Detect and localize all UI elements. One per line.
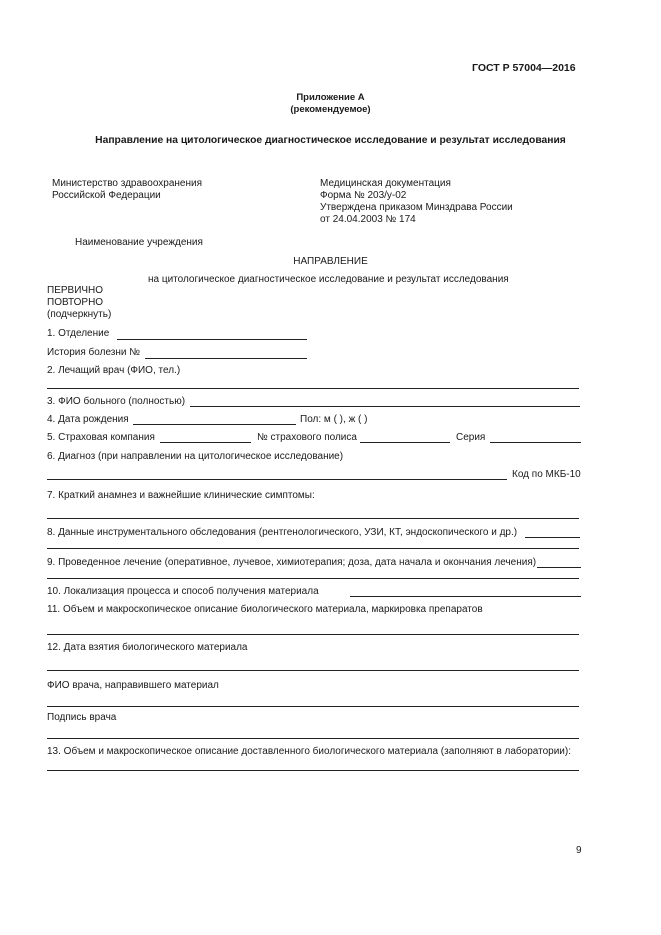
institution-label: Наименование учреждения bbox=[75, 237, 203, 248]
instrumental-field-inline[interactable] bbox=[525, 537, 580, 538]
patient-label: 3. ФИО больного (полностью) bbox=[47, 396, 186, 407]
policy-label: № страхового полиса bbox=[257, 432, 357, 443]
visit-hint: (подчеркнуть) bbox=[47, 309, 112, 320]
department-label: 1. Отделение bbox=[47, 328, 110, 339]
doctor-field[interactable] bbox=[47, 388, 579, 389]
lab-description-field[interactable] bbox=[47, 770, 579, 771]
referral-subtitle: на цитологическое диагностическое исследование и результат исследования bbox=[148, 274, 509, 285]
medical-doc-line-2: Форма № 203/у-02 bbox=[320, 190, 407, 201]
localization-label: 10. Локализация процесса и способ получения материала bbox=[47, 586, 319, 597]
visit-repeat[interactable]: ПОВТОРНО bbox=[47, 297, 104, 308]
instrumental-field[interactable] bbox=[47, 548, 579, 549]
volume-macro-field[interactable] bbox=[47, 634, 579, 635]
standard-number: ГОСТ Р 57004—2016 bbox=[472, 62, 576, 74]
policy-field[interactable] bbox=[360, 442, 450, 443]
diagnosis-label: 6. Диагноз (при направлении на цитологическое исследование) bbox=[47, 451, 344, 462]
medical-doc-line-1: Медицинская документация bbox=[320, 178, 451, 189]
anamnesis-field[interactable] bbox=[47, 518, 579, 519]
sampling-date-field[interactable] bbox=[47, 670, 579, 671]
ministry-line-1: Министерство здравоохранения bbox=[52, 178, 202, 189]
treatment-field[interactable] bbox=[47, 578, 579, 579]
series-label: Серия bbox=[456, 432, 486, 443]
document-title: Направление на цитологическое диагностическое исследование и результат исследования bbox=[95, 135, 566, 146]
signature-field[interactable] bbox=[47, 738, 579, 739]
diagnosis-field[interactable] bbox=[47, 479, 507, 480]
sender-name-label: ФИО врача, направившего материал bbox=[47, 680, 219, 691]
visit-first[interactable]: ПЕРВИЧНО bbox=[47, 285, 104, 296]
history-label: История болезни № bbox=[47, 347, 141, 358]
ministry-line-2: Российской Федерации bbox=[52, 190, 161, 201]
medical-doc-line-4: от 24.04.2003 № 174 bbox=[320, 214, 416, 225]
insurance-field[interactable] bbox=[160, 442, 251, 443]
birth-date-label: 4. Дата рождения bbox=[47, 414, 129, 425]
department-field[interactable] bbox=[117, 339, 307, 340]
sender-name-field[interactable] bbox=[47, 706, 579, 707]
patient-field[interactable] bbox=[190, 406, 580, 407]
sex-label[interactable]: Пол: м ( ), ж ( ) bbox=[300, 414, 368, 425]
appendix-note: (рекомендуемое) bbox=[290, 104, 371, 115]
localization-field[interactable] bbox=[350, 596, 581, 597]
insurance-label: 5. Страховая компания bbox=[47, 432, 155, 443]
signature-label: Подпись врача bbox=[47, 712, 117, 723]
treatment-label: 9. Проведенное лечение (оперативное, лучевое, химиотерапия; доза, дата начала и окончания лечения) bbox=[47, 557, 537, 568]
history-field[interactable] bbox=[145, 358, 307, 359]
volume-macro-label: 11. Объем и макроскопическое описание биологического материала, маркировка препаратов bbox=[47, 604, 483, 615]
medical-doc-line-3: Утверждена приказом Минздрава России bbox=[320, 202, 513, 213]
page-number: 9 bbox=[576, 845, 582, 856]
treatment-field-inline[interactable] bbox=[537, 567, 581, 568]
sampling-date-label: 12. Дата взятия биологического материала bbox=[47, 642, 248, 653]
appendix-title: Приложение А bbox=[296, 92, 365, 103]
instrumental-label: 8. Данные инструментального обследования (рентгенологического, УЗИ, КТ, эндоскопического и др.) bbox=[47, 527, 518, 538]
referral-title: НАПРАВЛЕНИЕ bbox=[293, 256, 368, 267]
anamnesis-label: 7. Краткий анамнез и важнейшие клинические симптомы: bbox=[47, 490, 315, 501]
icd-code-label: Код по МКБ-10 bbox=[512, 469, 581, 480]
series-field[interactable] bbox=[490, 442, 581, 443]
doctor-label: 2. Лечащий врач (ФИО, тел.) bbox=[47, 365, 181, 376]
birth-date-field[interactable] bbox=[133, 424, 296, 425]
lab-description-label: 13. Объем и макроскопическое описание доставленного биологического материала (заполняют в лаборатории): bbox=[47, 746, 571, 757]
